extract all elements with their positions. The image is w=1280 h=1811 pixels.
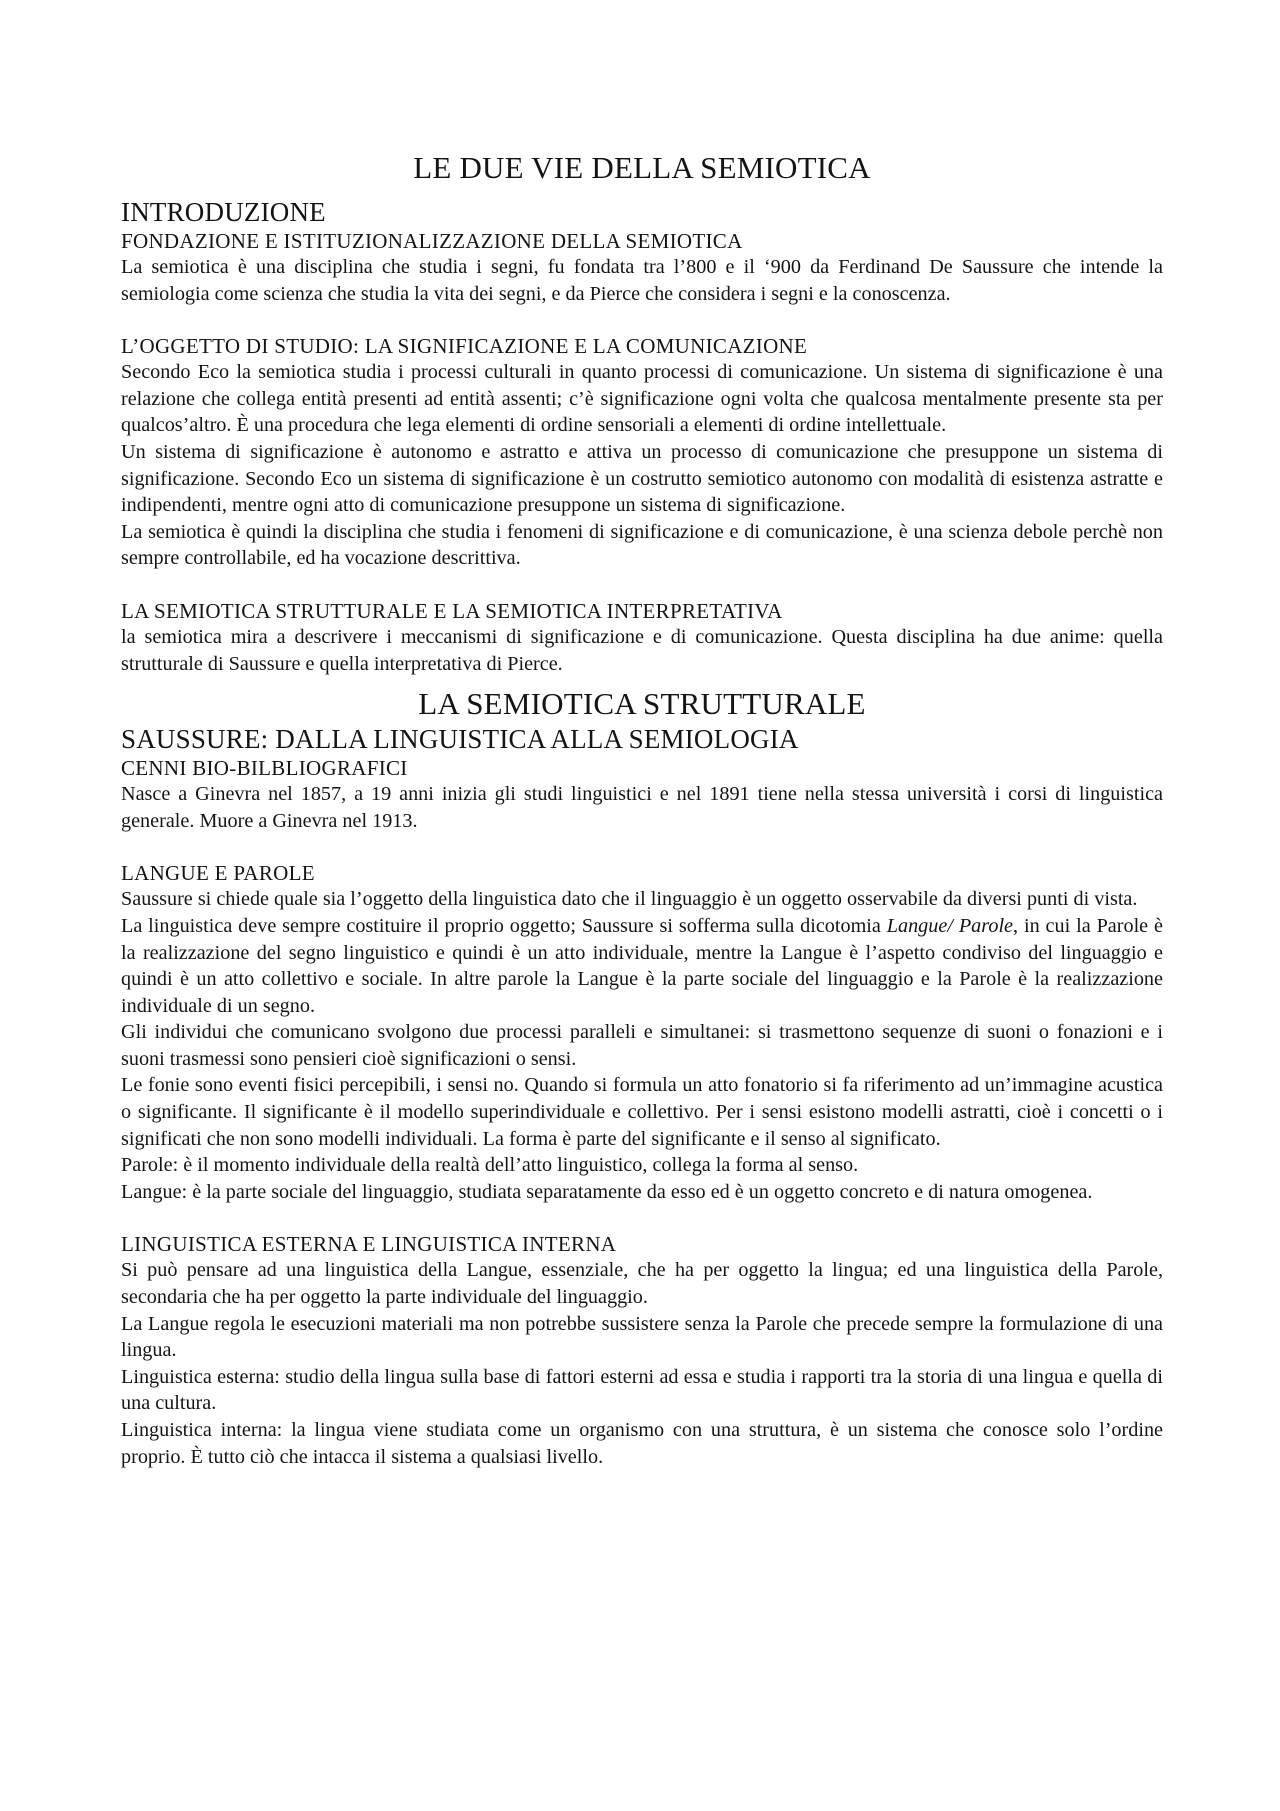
paragraph: Le fonie sono eventi fisici percepibili, i sensi no. Quando si formula un atto fonatorio si fa riferimento ad un’immagine acustica o significante. Il significante è il modello superindividuale e collettivo. Per i sensi esistono modelli astratti, cioè i concetti o i significati che non sono modelli individuali. La forma è parte del significante e il senso al significato.: [121, 1074, 1163, 1150]
paragraph: Secondo Eco la semiotica studia i processi culturali in quanto processi di comunicazione. Un sistema di significazione è una relazione che collega entità presenti ad entità assenti; c’è significazione ogni volta che qualcosa mentalmente presente sta per qualcos’altro. È una procedura che lega elementi di ordine sensoriali a elementi di ordine intellettuale.: [121, 361, 1163, 437]
paragraph: Saussure si chiede quale sia l’oggetto della linguistica dato che il linguaggio è un oggetto osservabile da diversi punti di vista.: [121, 888, 1138, 911]
paragraph: la semiotica mira a descrivere i meccanismi di significazione e di comunicazione. Questa disciplina ha due anime: quella strutturale di Saussure e quella interpretativa di Pierce.: [121, 625, 1163, 675]
subsection-title-oggetto-di-studio: L’OGGETTO DI STUDIO: LA SIGNIFICAZIONE E LA COMUNICAZIONE: [121, 334, 808, 359]
text-run: , in cui la Parole è la realizzazione del segno linguistico e quindi è un atto individuale, mentre la Langue è l’aspetto condiviso del linguaggio e quindi è un atto collettivo e sociale. In altre parole la Langue è la parte sociale del linguaggio e la Parole è la realizzazione individuale di un segno.: [121, 914, 1163, 1017]
paragraph: Nasce a Ginevra nel 1857, a 19 anni inizia gli studi linguistici e nel 1891 tiene nella stessa università i corsi di linguistica generale. Muore a Ginevra nel 1913.: [121, 783, 1163, 832]
part-title-semiotica-strutturale: LA SEMIOTICA STRUTTURALE: [418, 686, 866, 722]
paragraph: La semiotica è una disciplina che studia i segni, fu fondata tra l’800 e il ‘900 da Ferdinand De Saussure che intende la semiologia come scienza che studia la vita dei segni, e da Pierce che considera i segni e la conoscenza.: [121, 256, 1163, 305]
paragraph: La Langue regola le esecuzioni materiali ma non potrebbe sussistere senza la Parole che precede sempre la formulazione di una lingua.: [121, 1312, 1163, 1362]
paragraph: Gli individui che comunicano svolgono due processi paralleli e simultanei: si trasmettono sequenze di suoni o fonazioni e i suoni trasmessi sono pensieri cioè significazioni o sensi.: [121, 1021, 1163, 1070]
subsection-title-langue-parole: LANGUE E PAROLE: [121, 861, 315, 886]
subsection-title-cenni: CENNI BIO-BILBLIOGRAFICI: [121, 756, 408, 781]
document-title: LE DUE VIE DELLA SEMIOTICA: [413, 150, 871, 185]
subsection-title-strutturale-interpretativa: LA SEMIOTICA STRUTTURALE E LA SEMIOTICA INTERPRETATIVA: [121, 598, 783, 623]
paragraph: Linguistica esterna: studio della lingua sulla base di fattori esterni ad essa e studia i rapporti tra la storia di una lingua e quella di una cultura.: [121, 1365, 1163, 1415]
section-heading-introduzione: INTRODUZIONE: [121, 197, 326, 227]
section-heading-saussure: SAUSSURE: DALLA LINGUISTICA ALLA SEMIOLOGIA: [121, 724, 799, 755]
document-page: [121, 148, 1163, 1470]
paragraph: Si può pensare ad una linguistica della Langue, essenziale, che ha per oggetto la lingua; ed una linguistica della Parole, secondaria che ha per oggetto la parte individuale del linguaggio.: [121, 1259, 1163, 1309]
paragraph: Parole: è il momento individuale della realtà dell’atto linguistico, collega la forma al senso.: [121, 1154, 859, 1177]
paragraph: Linguistica interna: la lingua viene studiata come un organismo con una struttura, è un sistema che conosce solo l’ordine proprio. È tutto ciò che intacca il sistema a qualsiasi livello.: [121, 1419, 1163, 1468]
paragraph-langue-parole: [121, 913, 1163, 1019]
paragraph: Langue: è la parte sociale del linguaggio, studiata separatamente da esso ed è un oggetto concreto e di natura omogenea.: [121, 1180, 1093, 1203]
paragraph: La semiotica è quindi la disciplina che studia i fenomeni di significazione e di comunicazione, è una scienza debole perchè non sempre controllabile, ed ha vocazione descrittiva.: [121, 520, 1163, 570]
subsection-title-fondazione: FONDAZIONE E ISTITUZIONALIZZAZIONE DELLA SEMIOTICA: [121, 229, 743, 253]
subsection-title-linguistica-esterna-interna: LINGUISTICA ESTERNA E LINGUISTICA INTERNA: [121, 1232, 617, 1257]
italic-term: Langue/ Parole: [886, 914, 1014, 937]
text-run: La linguistica deve sempre costituire il proprio oggetto; Saussure si sofferma sulla dicotomia: [121, 914, 887, 937]
paragraph: Un sistema di significazione è autonomo e astratto e attiva un processo di comunicazione che presuppone un sistema di significazione. Secondo Eco un sistema di significazione è un costrutto semiotico autonomo con modalità di esistenza astratte e indipendenti, mentre ogni atto di comunicazione presuppone un sistema di significazione.: [121, 440, 1163, 517]
